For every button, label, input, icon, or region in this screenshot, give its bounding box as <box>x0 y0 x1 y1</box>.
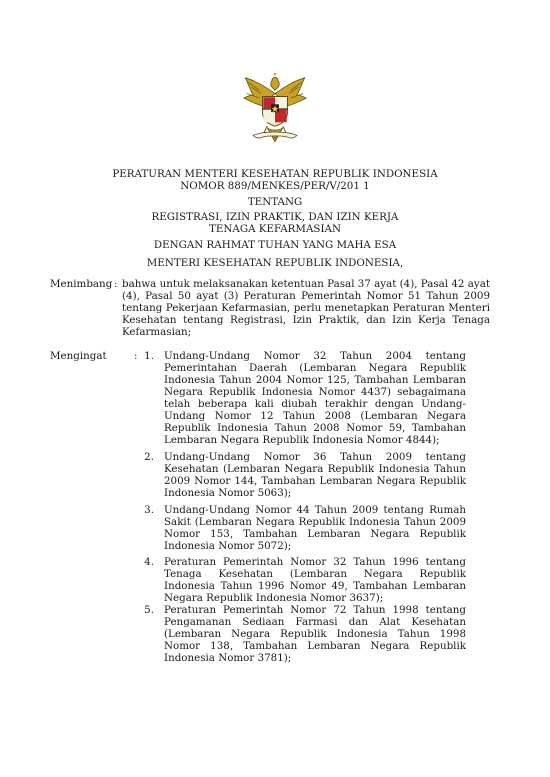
list-item-number: 4. <box>144 556 154 568</box>
mengingat-colon: : <box>134 350 138 362</box>
list-item-number: 5. <box>144 604 154 616</box>
menimbang-text-content: bahwa untuk melaksanakan ketentuan Pasal 37 ayat (4), Pasal 42 ayat (4), Pasal 50 ayat (3) Peraturan Pemerintah Nomor 51 Tahun 2009 tentang Pekerjaan Kefarmasian, perlu menetapkan Peraturan Menteri Kesehatan tentang Registrasi, Izin Praktik, dan Izin Kerja Tenaga Kefarmasian; <box>122 278 490 338</box>
regulation-title: PERATURAN MENTERI KESEHATAN REPUBLIK INDONESIA <box>112 168 438 180</box>
issuing-authority: MENTERI KESEHATAN REPUBLIK INDONESIA, <box>146 257 404 269</box>
regulation-subject: REGISTRASI, IZIN PRAKTIK, DAN IZIN KERJA <box>151 211 399 223</box>
garuda-emblem-icon <box>236 70 314 148</box>
list-item <box>140 451 490 499</box>
list-item-text: Undang-Undang Nomor 44 Tahun 2009 tentang Rumah Sakit (Lembaran Negara Republik Indonesia Tahun 2009 Nomor 153, Tambahan Lembaran Negara Republik Indonesia Nomor 5072); <box>164 504 466 552</box>
list-item-number: 1. <box>144 350 154 362</box>
mengingat-label: Mengingat <box>50 350 107 362</box>
list-item-text: Undang-Undang Nomor 32 Tahun 2004 tentang Pemerintahan Daerah (Lembaran Negara Republik Indonesia Tahun 2004 Nomor 125, Tambahan Lembaran Negara Republik Indonesia Nomor 4437) sebagaimana telah beberapa kali diubah terakhir dengan Undang-Undang Nomor 12 Tahun 2008 (Lembaran Negara Republik Indonesia Tahun 2008 Nomor 59, Tambahan Lembaran Negara Republik Indonesia Nomor 4844); <box>164 350 466 446</box>
list-item-text: Peraturan Pemerintah Nomor 32 Tahun 1996 tentang Tenaga Kesehatan (Lembaran Negara Republik Indonesia Tahun 1996 Nomor 49, Tambahan Lembaran Negara Republik Indonesia Nomor 3637); <box>164 556 466 604</box>
list-item <box>140 350 490 446</box>
list-item-text: Undang-Undang Nomor 36 Tahun 2009 tentang Kesehatan (Lembaran Negara Republik Indonesia Tahun 2009 Nomor 144, Tambahan Lembaran Negara Republik Indonesia Nomor 5063); <box>164 451 466 499</box>
regulation-number: NOMOR 889/MENKES/PER/V/201 1 <box>180 180 370 192</box>
regulation-subject-line2: TENAGA KEFARMASIAN <box>209 223 341 235</box>
list-item <box>140 556 490 604</box>
menimbang-section <box>50 278 490 338</box>
list-item-number: 3. <box>144 504 154 516</box>
menimbang-colon: : <box>114 278 118 290</box>
invocation: DENGAN RAHMAT TUHAN YANG MAHA ESA <box>153 239 397 251</box>
list-item-text: Peraturan Pemerintah Nomor 72 Tahun 1998 tentang Pengamanan Sediaan Farmasi dan Alat Kesehatan (Lembaran Negara Republik Indonesia Tahun 1998 Nomor 138, Tambahan Lembaran Negara Republik Indonesia Nomor 3781); <box>164 604 466 664</box>
list-item <box>140 504 490 552</box>
tentang-label: TENTANG <box>247 196 303 208</box>
menimbang-label: Menimbang <box>50 278 113 290</box>
list-item <box>140 604 490 664</box>
menimbang-text <box>122 278 490 338</box>
list-item-number: 2. <box>144 451 154 463</box>
